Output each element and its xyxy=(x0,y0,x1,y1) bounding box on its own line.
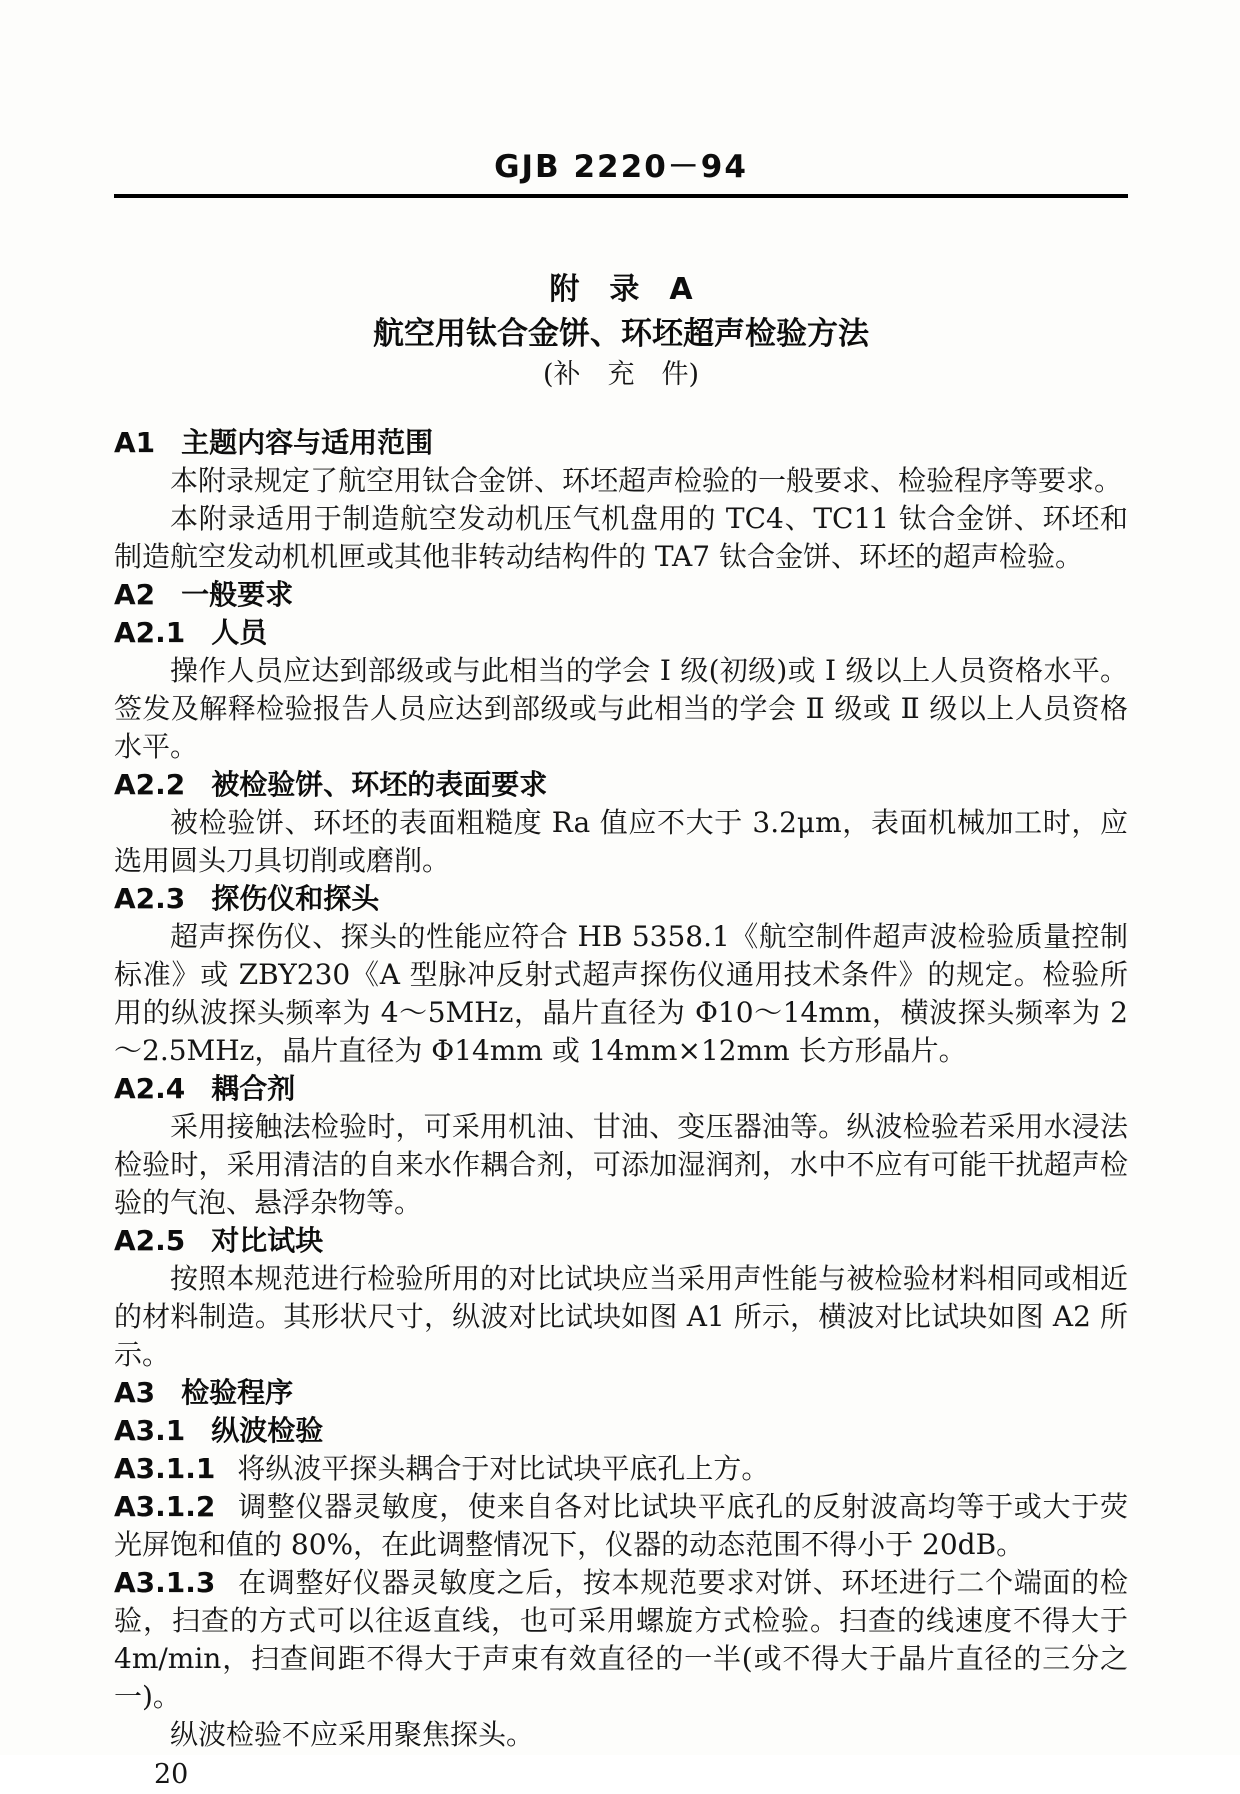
clause-text: 主题内容与适用范围 xyxy=(181,426,434,459)
clause-text: 纵波检验不应采用聚焦探头。 xyxy=(170,1718,535,1751)
appendix-title: 附 录 A xyxy=(549,272,693,307)
clause-number: A3.1.1 xyxy=(114,1452,216,1485)
section-heading xyxy=(114,424,1128,462)
clause-text: 调整仪器灵敏度，使来自各对比试块平底孔的反射波高均等于或大于荧光屏饱和值的 80%，在此调整情况下，仪器的动态范围不得小于 20dB。 xyxy=(114,1490,1128,1561)
clause-text: 采用接触法检验时，可采用机油、甘油、变压器油等。纵波检验若采用水浸法检验时，采用清洁的自来水作耦合剂，可添加湿润剂，水中不应有可能干扰超声检验的气泡、悬浮杂物等。 xyxy=(114,1110,1128,1219)
clause-text: 一般要求 xyxy=(181,578,294,611)
paragraph xyxy=(114,1108,1128,1222)
paragraph xyxy=(114,918,1128,1070)
clause-text: 本附录适用于制造航空发动机压气机盘用的 TC4、TC11 钛合金饼、环坯和制造航空发动机机匣或其他非转动结构件的 TA7 钛合金饼、环坯的超声检验。 xyxy=(114,502,1128,573)
clause-number: A2.3 xyxy=(114,882,186,915)
clause-text: 纵波检验 xyxy=(211,1414,324,1447)
clause-text: 被检验饼、环坯的表面粗糙度 Ra 值应不大于 3.2μm，表面机械加工时，应选用圆头刀具切削或磨削。 xyxy=(114,806,1128,877)
clause-text: 人员 xyxy=(211,616,268,649)
clause-number: A2 xyxy=(114,578,156,611)
appendix-supplement-note: (补 充 件) xyxy=(542,359,700,390)
paragraph xyxy=(114,462,1128,500)
clause-text: 检验程序 xyxy=(181,1376,294,1409)
section-heading xyxy=(114,1374,1128,1412)
clause-number: A2.2 xyxy=(114,768,186,801)
paragraph xyxy=(114,1450,1128,1488)
section-heading xyxy=(114,1222,1128,1260)
paragraph xyxy=(114,652,1128,766)
paragraph xyxy=(114,804,1128,880)
clause-number: A3.1 xyxy=(114,1414,186,1447)
section-heading xyxy=(114,766,1128,804)
clause-text: 耦合剂 xyxy=(211,1072,296,1105)
section-heading xyxy=(114,576,1128,614)
clause-text: 被检验饼、环坯的表面要求 xyxy=(211,768,548,801)
appendix-subtitle: 航空用钛合金饼、环坯超声检验方法 xyxy=(373,316,869,352)
clause-number: A2.4 xyxy=(114,1072,186,1105)
document-body xyxy=(114,424,1128,1754)
section-heading xyxy=(114,614,1128,652)
clause-text: 在调整好仪器灵敏度之后，按本规范要求对饼、环坯进行二个端面的检验，扫查的方式可以往返直线，也可采用螺旋方式检验。扫查的线速度不得大于 4m/min，扫查间距不得大于声束有效直径的一半(或不得大于晶片直径的三分之一)。 xyxy=(114,1566,1128,1713)
page-number: 20 xyxy=(154,1759,189,1790)
section-heading xyxy=(114,1412,1128,1450)
clause-number: A1 xyxy=(114,426,156,459)
clause-number: A3.1.3 xyxy=(114,1566,216,1599)
paragraph xyxy=(114,500,1128,576)
paragraph xyxy=(114,1716,1128,1754)
clause-number: A3 xyxy=(114,1376,156,1409)
clause-text: 操作人员应达到部级或与此相当的学会 Ⅰ 级(初级)或 Ⅰ 级以上人员资格水平。签发及解释检验报告人员应达到部级或与此相当的学会 Ⅱ 级或 Ⅱ 级以上人员资格水平。 xyxy=(114,654,1128,763)
clause-text: 将纵波平探头耦合于对比试块平底孔上方。 xyxy=(237,1452,770,1485)
clause-number: A3.1.2 xyxy=(114,1490,216,1523)
clause-text: 探伤仪和探头 xyxy=(211,882,380,915)
section-heading xyxy=(114,1070,1128,1108)
clause-number: A2.1 xyxy=(114,616,186,649)
clause-text: 按照本规范进行检验所用的对比试块应当采用声性能与被检验材料相同或相近的材料制造。其形状尺寸，纵波对比试块如图 A1 所示，横波对比试块如图 A2 所示。 xyxy=(114,1262,1128,1371)
clause-number: A2.5 xyxy=(114,1224,186,1257)
paragraph xyxy=(114,1488,1128,1564)
clause-text: 对比试块 xyxy=(211,1224,324,1257)
section-heading xyxy=(114,880,1128,918)
paragraph xyxy=(114,1260,1128,1374)
paragraph xyxy=(114,1564,1128,1716)
clause-text: 超声探伤仪、探头的性能应符合 HB 5358.1《航空制件超声波检验质量控制标准》或 ZBY230《A 型脉冲反射式超声探伤仪通用技术条件》的规定。检验所用的纵波探头频率为 4～5MHz，晶片直径为 Φ10～14mm，横波探头频率为 2～2.5MHz，晶片直径为 Φ14mm 或 14mm×12mm 长方形晶片。 xyxy=(114,920,1128,1067)
standard-number: GJB 2220－94 xyxy=(494,149,748,185)
header-rule xyxy=(114,194,1128,198)
clause-text: 本附录规定了航空用钛合金饼、环坯超声检验的一般要求、检验程序等要求。 xyxy=(170,464,1123,497)
